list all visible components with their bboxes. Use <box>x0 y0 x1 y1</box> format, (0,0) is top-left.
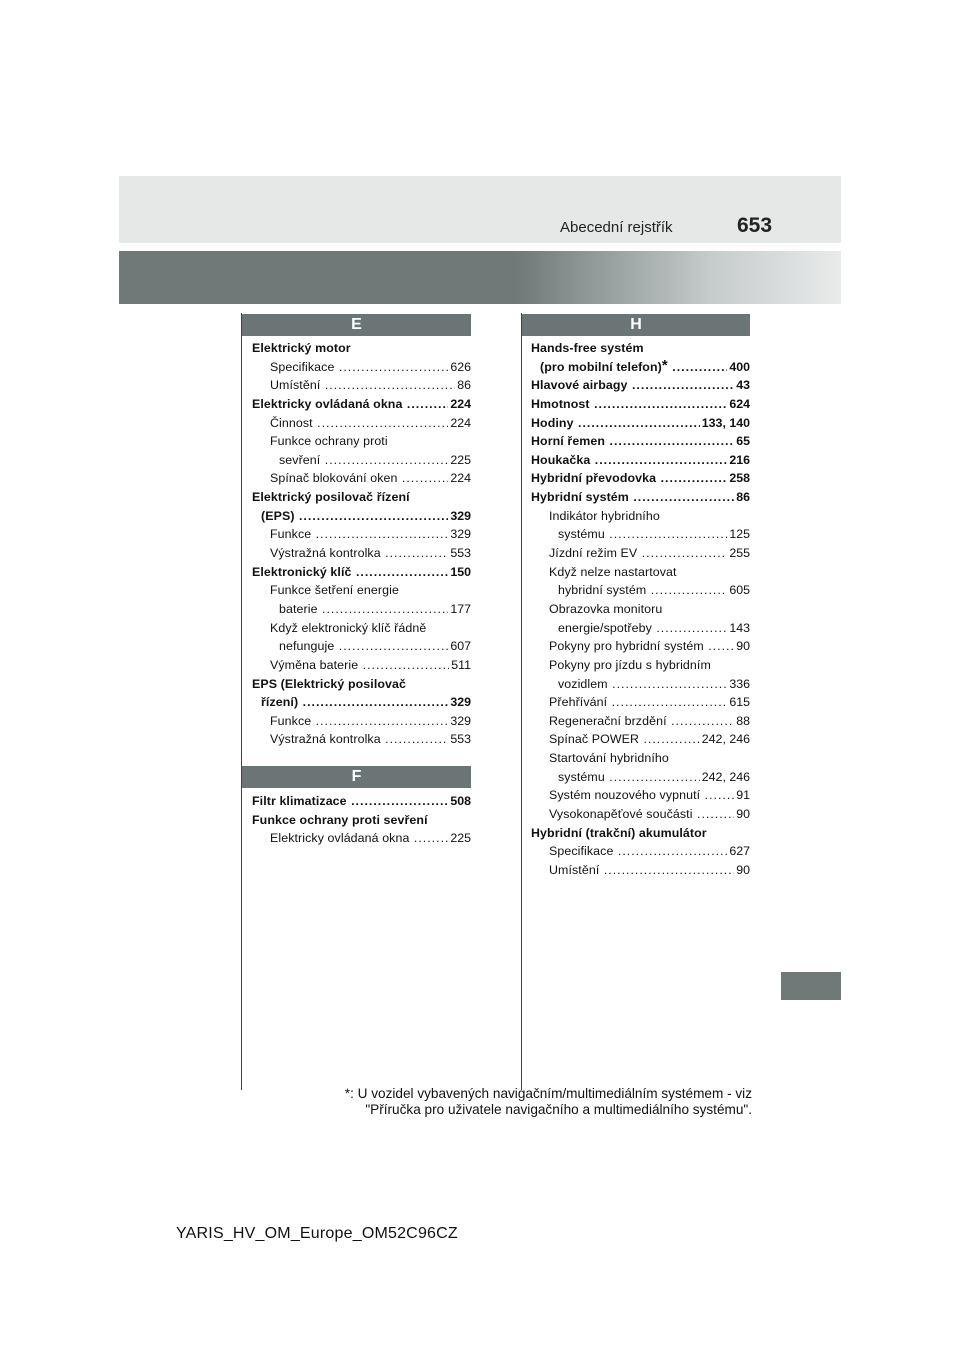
index-entry <box>531 712 750 731</box>
index-entry-text: Činnost <box>270 415 313 430</box>
index-entry <box>252 544 471 563</box>
index-list-e <box>252 339 471 749</box>
index-entry <box>531 675 750 694</box>
index-entry <box>252 693 471 712</box>
index-entry <box>252 525 471 544</box>
index-entry-text: Umístění <box>549 862 600 877</box>
index-entry <box>531 414 750 433</box>
index-entry <box>252 563 471 582</box>
index-entry <box>531 805 750 824</box>
index-entry <box>531 488 750 507</box>
index-entry-text: Systém nouzového vypnutí <box>549 788 701 803</box>
header-band <box>119 176 841 243</box>
index-entry-page: 224 <box>448 395 471 414</box>
index-entry-text: Funkce ochrany proti <box>270 434 388 449</box>
index-entry-page: 177 <box>448 600 471 619</box>
index-entry-page: 255 <box>727 544 750 563</box>
index-entry-text: Elektricky ovládaná okna <box>252 396 403 411</box>
index-entry-text: Hodiny <box>531 415 574 430</box>
index-entry-page: 329 <box>448 712 471 731</box>
index-entry-page: 242, 246 <box>700 730 750 749</box>
index-entry <box>531 693 750 712</box>
index-entry-page: 43 <box>734 376 750 395</box>
index-entry-text: hybridní systém <box>558 583 647 598</box>
index-entry-text: sevření <box>279 452 321 467</box>
index-list-h <box>531 339 750 880</box>
index-entry-page: 91 <box>734 786 750 805</box>
index-entry-page: 224 <box>448 469 471 488</box>
index-entry <box>531 786 750 805</box>
index-entry <box>252 712 471 731</box>
index-entry <box>252 451 471 470</box>
index-entry <box>531 469 750 488</box>
index-entry-page: 329 <box>448 507 471 526</box>
index-entry <box>531 656 750 675</box>
index-entry-text: Pokyny pro hybridní systém <box>549 639 704 654</box>
index-entry-text: Jízdní režim EV <box>549 546 638 561</box>
index-entry <box>252 730 471 749</box>
index-entry <box>531 749 750 768</box>
index-entry-text: energie/spotřeby <box>558 620 652 635</box>
index-entry-text: systému <box>558 527 605 542</box>
index-entry-page: 553 <box>448 730 471 749</box>
index-entry-page: 615 <box>727 693 750 712</box>
index-entry-page: 336 <box>727 675 750 694</box>
index-entry-text: Výstražná kontrolka <box>270 732 381 747</box>
index-entry-text: Hmotnost <box>531 396 590 411</box>
index-entry-text: Filtr klimatizace <box>252 794 347 808</box>
left-column-rule <box>241 313 242 1090</box>
index-entry <box>531 376 750 395</box>
index-entry <box>252 358 471 377</box>
index-entry-text: Vysokonapěťové součásti <box>549 807 693 822</box>
index-entry <box>252 811 471 830</box>
index-entry-text: (pro mobilní telefon) <box>540 359 662 374</box>
index-entry <box>252 395 471 414</box>
index-entry <box>252 619 471 638</box>
index-entry-page: 329 <box>448 525 471 544</box>
index-entry <box>531 358 750 377</box>
index-entry-page: 511 <box>449 656 471 675</box>
index-entry-page: 626 <box>448 358 471 377</box>
index-entry <box>531 507 750 526</box>
index-entry-text: Indikátor hybridního <box>549 508 660 523</box>
index-entry-text: Výměna baterie <box>270 657 359 672</box>
index-entry-page: 216 <box>727 451 750 470</box>
index-entry <box>252 432 471 451</box>
index-entry-text: Spínač POWER <box>549 732 640 747</box>
index-entry-text: Funkce <box>270 527 312 542</box>
index-entry <box>531 637 750 656</box>
index-entry-page: 224 <box>448 414 471 433</box>
index-entry <box>531 581 750 600</box>
index-entry <box>531 619 750 638</box>
index-entry-text: Když nelze nastartovat <box>549 564 677 579</box>
index-entry-text: Hybridní převodovka <box>531 471 657 486</box>
index-entry <box>531 339 750 358</box>
index-entry-text: nefunguje <box>279 639 335 654</box>
index-entry-page: 125 <box>727 525 750 544</box>
index-entry-text: Elektrický motor <box>252 341 351 355</box>
index-entry-page: 225 <box>448 829 471 848</box>
index-list-f <box>252 792 471 848</box>
letter-header-e: E <box>242 314 471 336</box>
document-code: YARIS_HV_OM_Europe_OM52C96CZ <box>176 1225 458 1242</box>
index-entry-page: 400 <box>727 358 750 377</box>
index-entry-text: Funkce šetření energie <box>270 583 399 598</box>
index-entry-page: 605 <box>727 581 750 600</box>
index-entry-text: Přehřívání <box>549 695 608 710</box>
index-entry-text: EPS (Elektrický posilovač <box>252 676 407 691</box>
index-entry-page: 329 <box>448 693 471 712</box>
index-entry <box>252 581 471 600</box>
letter-header-h: H <box>522 314 750 336</box>
index-entry-page: 143 <box>727 619 750 638</box>
index-entry-text: Regenerační brzdění <box>549 713 667 728</box>
index-entry-page: 624 <box>727 395 750 414</box>
index-entry-text: Hybridní systém <box>531 490 629 505</box>
index-entry <box>531 451 750 470</box>
index-entry-page: 627 <box>727 842 750 861</box>
index-entry-text: baterie <box>279 601 318 616</box>
index-entry-text: Elektronický klíč <box>252 564 352 579</box>
index-entry <box>252 488 471 507</box>
index-entry-text: Elektricky ovládaná okna <box>270 831 410 846</box>
index-entry <box>252 675 471 694</box>
page-number: 653 <box>737 214 773 237</box>
index-entry-page: 86 <box>734 488 750 507</box>
index-entry-text: řízení) <box>261 695 299 710</box>
index-entry <box>252 507 471 526</box>
index-entry <box>531 600 750 619</box>
chapter-band <box>119 251 841 304</box>
index-entry-text: Hands-free systém <box>531 341 644 355</box>
index-entry-text: Hlavové airbagy <box>531 378 628 393</box>
index-entry <box>531 824 750 843</box>
index-entry-page: 86 <box>455 376 471 395</box>
footnote <box>300 1086 752 1118</box>
index-entry-text: systému <box>558 769 605 784</box>
section-title: Abecední rejstřík <box>560 219 673 236</box>
index-entry <box>252 469 471 488</box>
index-entry-page: 90 <box>734 805 750 824</box>
index-entry <box>252 792 471 811</box>
index-entry <box>531 861 750 880</box>
index-entry-page: 90 <box>734 637 750 656</box>
index-entry-page: 242, 246 <box>700 768 750 787</box>
index-entry <box>531 525 750 544</box>
index-entry-text: Když elektronický klíč řádně <box>270 620 427 635</box>
index-entry <box>252 637 471 656</box>
index-entry-text: Specifikace <box>549 844 614 859</box>
index-entry-text: Hybridní (trakční) akumulátor <box>531 825 707 840</box>
index-entry <box>252 339 471 358</box>
index-entry <box>531 432 750 451</box>
index-entry-page: 65 <box>734 432 750 451</box>
index-entry <box>531 842 750 861</box>
index-entry <box>252 414 471 433</box>
letter-header-f: F <box>242 766 471 788</box>
right-column-rule <box>521 313 522 1090</box>
index-entry-text: Obrazovka monitoru <box>549 601 663 616</box>
index-entry-page: 88 <box>734 712 750 731</box>
index-entry <box>252 656 471 675</box>
index-entry-text: Houkačka <box>531 452 591 467</box>
index-entry-text: Elektrický posilovač řízení <box>252 490 410 505</box>
index-entry-text: Výstražná kontrolka <box>270 546 381 561</box>
footnote-line-1: *: U vozidel vybavených navigačním/multimediálním systémem - viz <box>344 1086 752 1101</box>
index-entry-page: 508 <box>448 792 471 811</box>
index-entry-text: Startování hybridního <box>549 751 669 766</box>
index-entry-text: (EPS) <box>261 508 295 523</box>
index-entry <box>252 600 471 619</box>
index-entry-text: Pokyny pro jízdu s hybridním <box>549 657 711 672</box>
index-entry-page: 90 <box>734 861 750 880</box>
index-entry <box>531 768 750 787</box>
index-entry-text: Horní řemen <box>531 434 606 449</box>
index-entry <box>531 563 750 582</box>
index-entry <box>531 395 750 414</box>
index-entry-text: Specifikace <box>270 359 335 374</box>
thumb-index-tab <box>781 972 841 1000</box>
index-entry <box>252 829 471 848</box>
footnote-marker: * <box>661 357 668 374</box>
index-entry <box>252 376 471 395</box>
index-entry-page: 607 <box>448 637 471 656</box>
footnote-line-2: "Příručka pro uživatele navigačního a multimediálního systému". <box>365 1102 752 1117</box>
index-entry-text: Umístění <box>270 378 321 393</box>
index-entry-page: 150 <box>448 563 471 582</box>
index-entry-page: 225 <box>448 451 471 470</box>
index-entry <box>531 544 750 563</box>
index-entry-text: Funkce <box>270 713 312 728</box>
index-entry-text: Funkce ochrany proti sevření <box>252 812 428 827</box>
index-entry-page: 258 <box>727 469 750 488</box>
index-entry-text: vozidlem <box>558 676 608 691</box>
index-entry-page: 133, 140 <box>700 414 750 433</box>
index-entry-page: 553 <box>448 544 471 563</box>
index-entry-text: Spínač blokování oken <box>270 471 398 486</box>
index-entry <box>531 730 750 749</box>
